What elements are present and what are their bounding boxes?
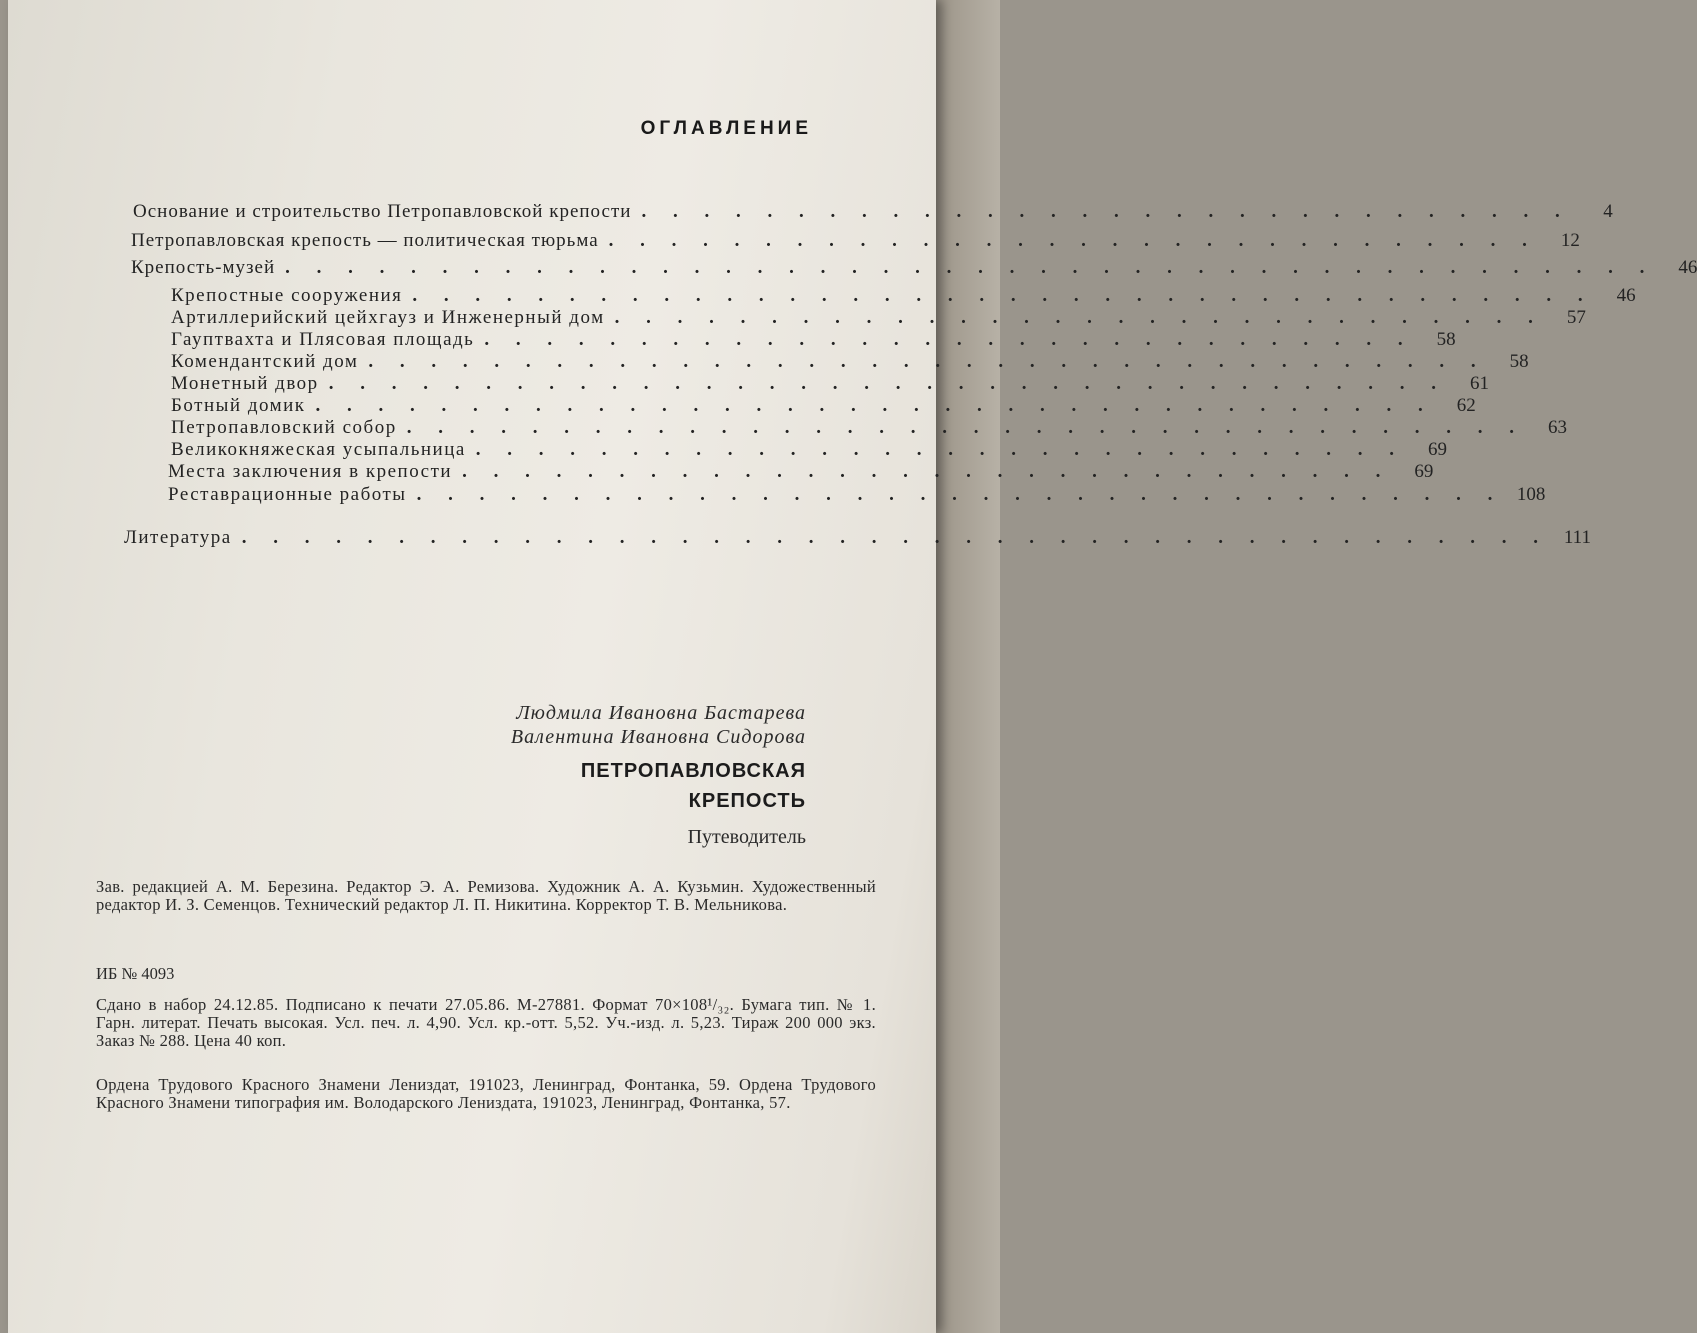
toc-entry-title: Основание и строительство Петропавловской крепости — [133, 201, 632, 222]
toc-leader-dots: . . . . . . . . . . . . . . . . . . . . . . . . . . . . . . — [484, 329, 1414, 350]
toc-entry-page: 62 — [1456, 395, 1476, 416]
toc-entry-title: Крепость-музей — [131, 257, 276, 278]
colophon-ib-number: ИБ № 4093 — [96, 964, 175, 983]
toc-subentry — [171, 350, 1529, 374]
toc-entry — [124, 526, 1591, 550]
toc-leader-dots: . . . . . . . . . . . . . . . . . . . . . . . . . . . . . . . . . . . . — [315, 395, 1434, 416]
toc-entry-page: 63 — [1547, 417, 1567, 438]
toc-entry-title: Места заключения в крепости — [168, 461, 453, 482]
book-title-line: ПЕТРОПАВЛОВСКАЯ — [580, 760, 806, 782]
author-name: Людмила Ивановна Бастарева — [516, 702, 806, 724]
toc-entry-page: 12 — [1560, 230, 1580, 251]
toc-subentry — [168, 483, 1546, 507]
toc-leader-dots: . . . . . . . . . . . . . . . . . . . . . . . . . . . . . . . . . . . . . . . . . . . . — [285, 257, 1656, 278]
toc-entry — [131, 256, 1697, 280]
toc-leader-dots: . . . . . . . . . . . . . . . . . . . . . . . . . . . . . . — [641, 201, 1571, 222]
toc-entry — [131, 229, 1580, 253]
toc-subentry — [168, 460, 1434, 484]
colophon-print-info: Сдано в набор 24.12.85. Подписано к печати 27.05.86. М-27881. Формат 70×108¹/₃₂. Бумага тип. № 1. Гарн. литерат. Печать высокая. Усл. печ. л. 4,90. Усл. кр.-отт. 5,52. Уч.-изд. л. 5,23. Тираж 200 000 экз. Заказ № 288. Цена 40 коп. — [96, 995, 876, 1050]
toc-leader-dots: . . . . . . . . . . . . . . . . . . . . . . . . . . . . . . — [475, 439, 1406, 460]
toc-entry-page: 46 — [1616, 285, 1636, 306]
toc-entry-page: 4 — [1603, 201, 1613, 222]
toc-entry-title: Петропавловская крепость — политическая тюрьма — [131, 230, 599, 251]
toc-subentry — [171, 328, 1456, 352]
toc-subentry — [171, 306, 1586, 330]
toc-entry-title: Крепостные сооружения — [171, 285, 403, 306]
toc-leader-dots: . . . . . . . . . . . . . . . . . . . . . . . . . . . . . . . . . . . . — [406, 417, 1525, 438]
toc-leader-dots: . . . . . . . . . . . . . . . . . . . . . . . . . . . . . . — [614, 307, 1544, 328]
toc-entry-page: 69 — [1428, 439, 1448, 460]
toc-leader-dots: . . . . . . . . . . . . . . . . . . . . . . . . . . . . . . . . . . . . — [368, 351, 1487, 372]
author-name: Валентина Ивановна Сидорова — [510, 726, 806, 748]
toc-subentry — [171, 284, 1636, 308]
toc-entry-page: 61 — [1469, 373, 1489, 394]
toc-entry-title: Комендантский дом — [171, 351, 359, 372]
toc-subentry — [171, 438, 1448, 462]
toc-entry — [133, 200, 1613, 224]
toc-entry-title: Монетный двор — [171, 373, 319, 394]
toc-entry-page: 58 — [1436, 329, 1456, 350]
book-page — [8, 0, 1697, 1333]
colophon-staff: Зав. редакцией А. М. Березина. Редактор Э. А. Ремизова. Художник А. А. Кузьмин. Художественный редактор И. З. Семенцов. Технический редактор Л. П. Никитина. Корректор Т. В. Мельникова. — [96, 877, 876, 914]
toc-entry-title: Ботный домик — [171, 395, 306, 416]
toc-entry-page: 46 — [1678, 257, 1697, 278]
toc-leader-dots: . . . . . . . . . . . . . . . . . . . . . . . . . . . . . . . . . . . . . . . . . . — [241, 527, 1549, 548]
toc-entry-title: Реставрационные работы — [168, 484, 407, 505]
toc-subentry — [171, 416, 1567, 440]
toc-entry-title: Артиллерийский цейхгауз и Инженерный дом — [171, 307, 605, 328]
toc-entry-title: Петропавловский собор — [171, 417, 397, 438]
book-title-line: КРЕПОСТЬ — [688, 790, 806, 812]
toc-entry-title: Гауптвахта и Плясовая площадь — [171, 329, 475, 350]
toc-entry-page: 57 — [1566, 307, 1586, 328]
colophon-publisher: Ордена Трудового Красного Знамени Лениздат, 191023, Ленинград, Фонтанка, 59. Ордена Трудового Красного Знамени типография им. Володарского Лениздата, 191023, Ленинград, Фонтанка, 57. — [96, 1075, 876, 1112]
toc-subentry — [171, 394, 1476, 418]
toc-entry-title: Литература — [124, 527, 232, 548]
book-subtitle: Путеводитель — [687, 826, 806, 848]
toc-entry-title: Великокняжеская усыпальница — [171, 439, 466, 460]
toc-subentry — [171, 372, 1489, 396]
toc-leader-dots: . . . . . . . . . . . . . . . . . . . . . . . . . . . . . . — [608, 230, 1538, 251]
toc-heading: ОГЛАВЛЕНИЕ — [640, 118, 812, 139]
toc-leader-dots: . . . . . . . . . . . . . . . . . . . . . . . . . . . . . . . . . . . . — [328, 373, 1447, 394]
toc-leader-dots: . . . . . . . . . . . . . . . . . . . . . . . . . . . . . . . . . . . . . . — [412, 285, 1594, 306]
toc-entry-page: 69 — [1414, 461, 1434, 482]
toc-entry-page: 108 — [1516, 484, 1546, 505]
toc-leader-dots: . . . . . . . . . . . . . . . . . . . . . . . . . . . . . . . . . . . — [416, 484, 1504, 505]
toc-leader-dots: . . . . . . . . . . . . . . . . . . . . . . . . . . . . . . — [462, 461, 1392, 482]
toc-entry-page: 111 — [1563, 527, 1591, 548]
toc-entry-page: 58 — [1509, 351, 1529, 372]
